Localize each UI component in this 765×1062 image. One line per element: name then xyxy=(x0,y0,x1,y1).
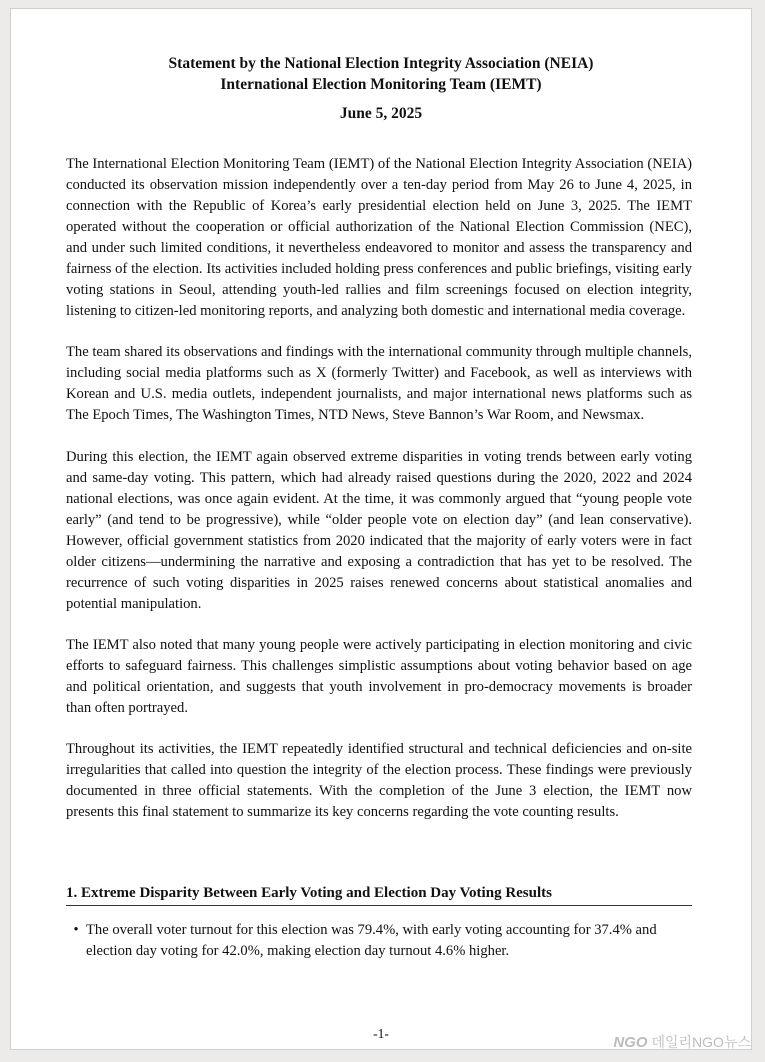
bullet-dot-icon: • xyxy=(73,922,79,938)
paragraph-2: The team shared its observations and findings with the international community through multiple channels, including social media platforms such as X (formerly Twitter) and Facebook, as well as interviews with Korean and U.S. media outlets, independent journalists, and major international news platforms such as The Epoch Times, The Washington Times, NTD News, Steve Bannon’s War Room, and Newsmax. xyxy=(66,344,692,423)
list-item xyxy=(66,920,692,962)
watermark-logo-icon: NGO xyxy=(613,1033,648,1051)
paragraph-4: The IEMT also noted that many young people were actively participating in election monitoring and civic efforts to safeguard fairness. This challenges simplistic assumptions about voting behavior based on age and political orientation, and suggests that youth involvement in pro-democracy movements is broader than often portrayed. xyxy=(66,637,692,716)
watermark-text: 데일리NGO뉴스 xyxy=(651,1034,751,1050)
paragraph-3: During this election, the IEMT again observed extreme disparities in voting trends between early voting and same-day voting. This pattern, which had already raised questions during the 2020, 2022 and 2024 national elections, was once again evident. At the time, it was commonly argued that “young people vote early” (and tend to be progressive), while “older people vote on election day” (and lean conservative). However, official government statistics from 2020 indicated that the majority of early voters were in fact older citizens—undermining the narrative and exposing a contradiction that has yet to be resolved. The recurrence of such voting disparities in 2025 raises renewed concerns about statistical anomalies and potential manipulation. xyxy=(66,449,692,612)
document-title xyxy=(11,53,751,95)
title-line-1: Statement by the National Election Integrity Association (NEIA) xyxy=(168,55,594,72)
bullet-text: The overall voter turnout for this election was 79.4%, with early voting accounting for 37.4% and election day voting for 42.0%, making election day turnout 4.6% higher. xyxy=(86,922,657,959)
paragraph-1: The International Election Monitoring Team (IEMT) of the National Election Integrity Association (NEIA) conducted its observation mission independently over a ten-day period from May 26 to June 4, 2025, in connection with the Republic of Korea’s early presidential election held on June 3, 2025. The IEMT operated without the cooperation or official authorization of the National Election Commission (NEC), and under such limited conditions, it nevertheless endeavored to monitor and assess the transparency and fairness of the election. Its activities included holding press conferences and public briefings, visiting early voting stations in Seoul, attending youth-led rallies and film screenings focused on election integrity, listening to citizen-led monitoring reports, and analyzing both domestic and international media coverage. xyxy=(66,156,692,319)
document-page xyxy=(10,8,752,1050)
title-line-2: International Election Monitoring Team (IEMT) xyxy=(220,76,542,93)
body-text xyxy=(66,154,692,843)
watermark xyxy=(613,1032,751,1052)
page-number: -1- xyxy=(373,1026,389,1041)
section-heading: 1. Extreme Disparity Between Early Voting and Election Day Voting Results xyxy=(66,885,692,906)
paragraph-5: Throughout its activities, the IEMT repeatedly identified structural and technical deficiencies and on-site irregularities that called into question the integrity of the election process. These findings were previously documented in three official statements. With the completion of the June 3 election, the IEMT now presents this final statement to summarize its key concerns regarding the vote counting results. xyxy=(66,741,692,820)
document-date: June 5, 2025 xyxy=(339,105,423,122)
